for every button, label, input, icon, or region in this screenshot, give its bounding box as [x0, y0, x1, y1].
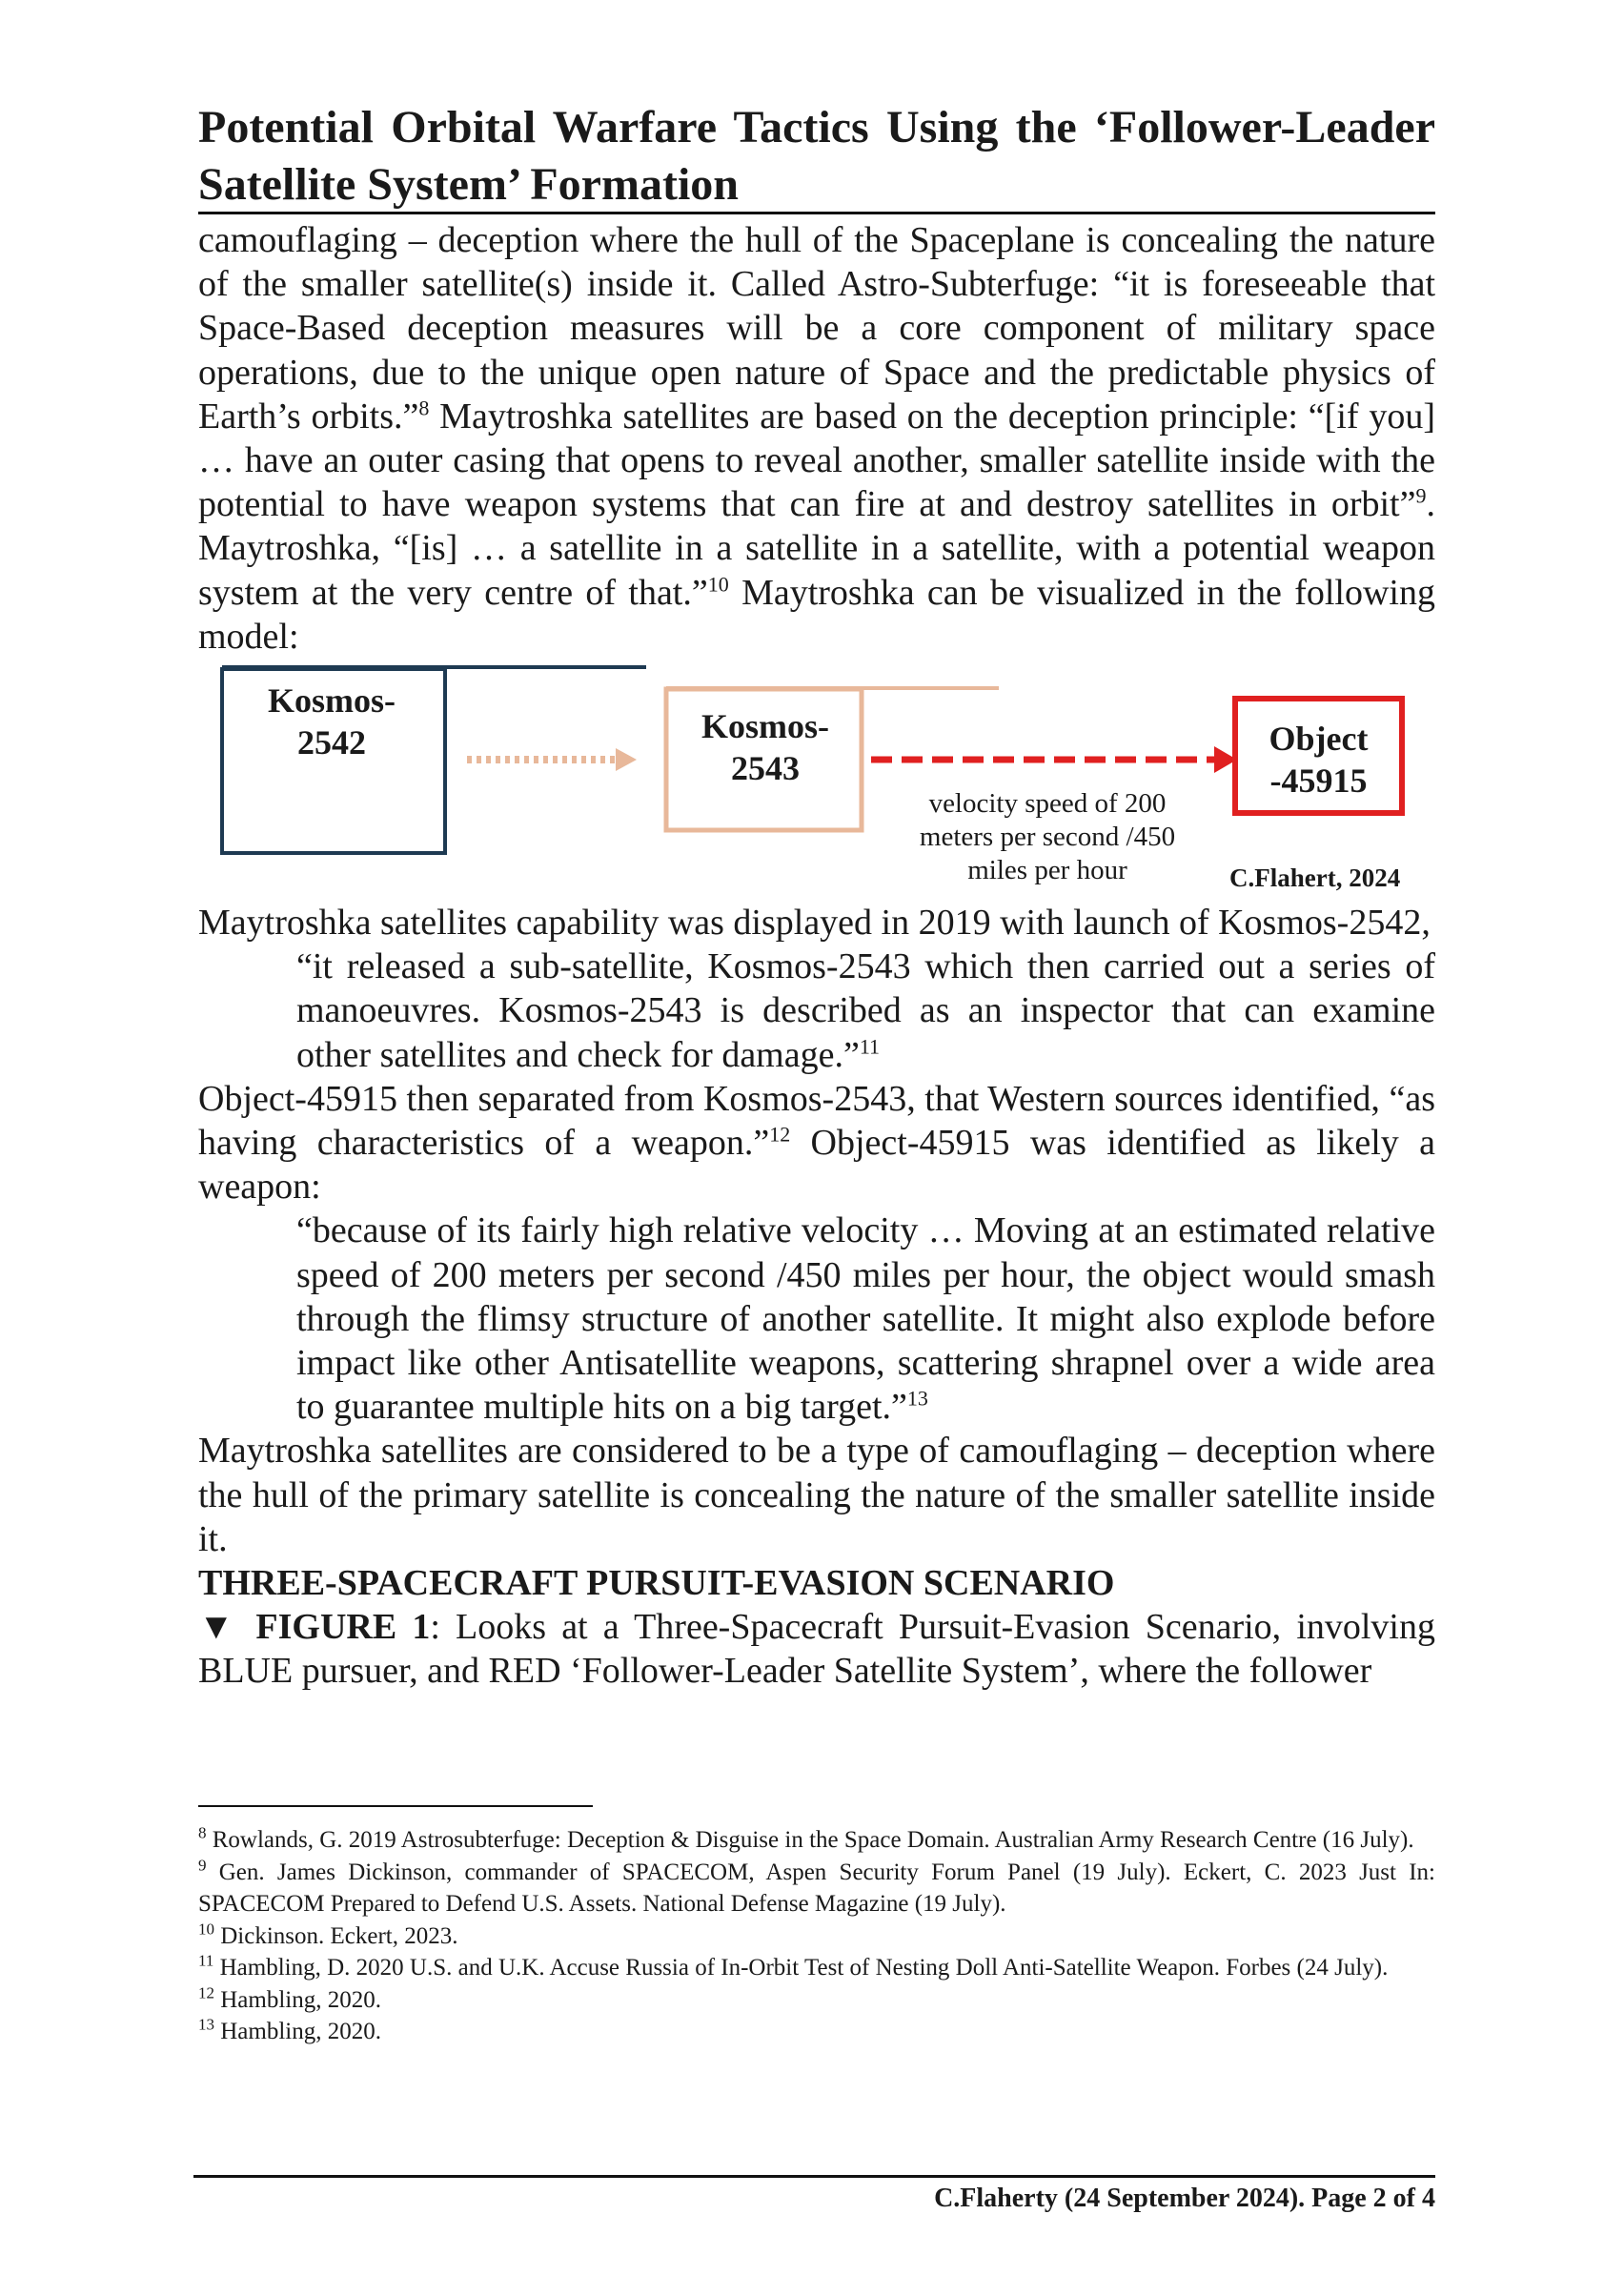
section-heading: THREE-SPACECRAFT PURSUIT-EVASION SCENARIO — [198, 1563, 1115, 1604]
footnote-ref-10[interactable]: 10 — [707, 571, 729, 596]
para-object-text-1: Object-45915 then separated from Kosmos-2543, that Western sources identified, “as having characteristics of a weapon.” — [198, 1078, 1435, 1164]
intro-text-4: Maytroshka can be visualized in the following model: — [198, 572, 1435, 657]
page-title: Potential Orbital Warfare Tactics Using the ‘Follower-Leader Satellite System’ Formation — [198, 102, 1435, 210]
para-object-separation — [198, 1077, 1435, 1209]
footnote-11 — [198, 1952, 1435, 1984]
velocity-caption: velocity speed of 200 meters per second /450 miles per hour — [919, 788, 1176, 885]
footnote-num: 10 — [198, 1920, 214, 1939]
footnote-ref-13[interactable]: 13 — [906, 1386, 928, 1411]
figure-1-label: ▼ FIGURE 1 — [198, 1607, 431, 1648]
quote-inspector — [198, 945, 1435, 1077]
para-object-text-2: Object-45915 was identified as likely a weapon: — [198, 1123, 1435, 1208]
main-body — [198, 901, 1435, 1694]
figure-1-text: : Looks at a Three-Spacecraft Pursuit-Evasion Scenario, involving BLUE pursuer, and RED ‘Follower-Leader Satellite System’, where the follower — [198, 1607, 1435, 1692]
footnote-text: Hambling, D. 2020 U.S. and U.K. Accuse Russia of In-Orbit Test of Nesting Doll Anti-Satellite Weapon. Forbes (24 July). — [213, 1955, 1389, 1981]
label-kosmos-2543: Kosmos-2543 — [701, 707, 829, 787]
footnote-text: Hambling, 2020. — [214, 1986, 381, 2013]
intro-paragraph — [198, 218, 1435, 659]
diagram-credit: C.Flahert, 2024 — [1229, 864, 1401, 892]
footnote-num: 11 — [198, 1951, 214, 1970]
quote-inspector-text: “it released a sub-satellite, Kosmos-2543 which then carried out a series of manoeuvres. Kosmos-2543 is described as an inspector that can examine other satellites and check for damage.” — [296, 946, 1435, 1075]
intro-text-2: Maytroshka satellites are based on the deception principle: “[if you] … have an outer casing that opens to reveal another, smaller satellite inside with the potential to have weapon systems that can fire at and destroy satellites in orbit” — [198, 396, 1435, 525]
footnote-ref-9[interactable]: 9 — [1415, 483, 1427, 508]
footnote-10 — [198, 1920, 1435, 1953]
footnote-9 — [198, 1857, 1435, 1920]
footnote-12 — [198, 1984, 1435, 2017]
label-object-45915: Object -45915 — [1269, 720, 1369, 800]
intro-text-1: camouflaging – deception where the hull of the Spaceplane is concealing the nature of the smaller satellite(s) inside it. Called Astro-Subterfuge: “it is foreseeable that Space-Based deception measures will be a core component of military space operations, due to the unique open nature of Space and the predictable physics of Earth’s orbits.” — [198, 220, 1435, 437]
footnote-num: 13 — [198, 2015, 214, 2034]
footnote-text: Rowlands, G. 2019 Astrosubterfuge: Deception & Disguise in the Space Domain. Australian Army Research Centre (16 July). — [206, 1827, 1414, 1853]
figure-1-paragraph — [198, 1605, 1435, 1693]
footnote-text: Dickinson. Eckert, 2023. — [214, 1922, 458, 1949]
label-kosmos-2542: Kosmos-2542 — [268, 681, 396, 762]
footnote-ref-11[interactable]: 11 — [859, 1033, 881, 1058]
arrow-peach-head — [616, 748, 637, 771]
maytroshka-diagram — [198, 658, 1435, 896]
footnote-num: 12 — [198, 1983, 214, 2002]
footnote-text: Gen. James Dickinson, commander of SPACECOM, Aspen Security Forum Panel (19 July). Eckert, C. 2023 Just In: SPACECOM Prepared to Defend U.S. Assets. National Defense Magazine (19 July). — [198, 1859, 1435, 1917]
footnote-13 — [198, 2016, 1435, 2048]
footnote-divider — [198, 1805, 593, 1807]
intro-text-3: . Maytroshka, “[is] … a satellite in a satellite in a satellite, with a potential weapon system at the very centre of that.” — [198, 484, 1435, 613]
footnote-num: 8 — [198, 1823, 207, 1842]
footer-divider — [193, 2175, 1435, 2178]
footnote-ref-8[interactable]: 8 — [418, 396, 430, 420]
para-camouflage: Maytroshka satellites are considered to be a type of camouflaging – deception where the hull of the primary satellite is concealing the nature of the smaller satellite inside it. — [198, 1431, 1435, 1559]
footnote-8 — [198, 1824, 1435, 1857]
footnote-num: 9 — [198, 1856, 207, 1875]
page-footer: C.Flaherty (24 September 2024). Page 2 of 4 — [934, 2184, 1435, 2213]
para-kosmos-launch: Maytroshka satellites capability was displayed in 2019 with launch of Kosmos-2542, — [198, 903, 1431, 943]
title-divider — [198, 212, 1435, 214]
quote-velocity — [198, 1209, 1435, 1429]
footnote-ref-12[interactable]: 12 — [769, 1122, 791, 1147]
footnotes — [198, 1824, 1435, 2048]
footnote-text: Hambling, 2020. — [214, 2019, 381, 2044]
quote-velocity-text: “because of its fairly high relative velocity … Moving at an estimated relative speed of 200 meters per second /450 miles per hour, the object would smash through the flimsy structure of another satellite. It might also explode before impact like other Antisatellite weapons, scattering shrapnel over a wide area to guarantee multiple hits on a big target.” — [296, 1210, 1435, 1428]
